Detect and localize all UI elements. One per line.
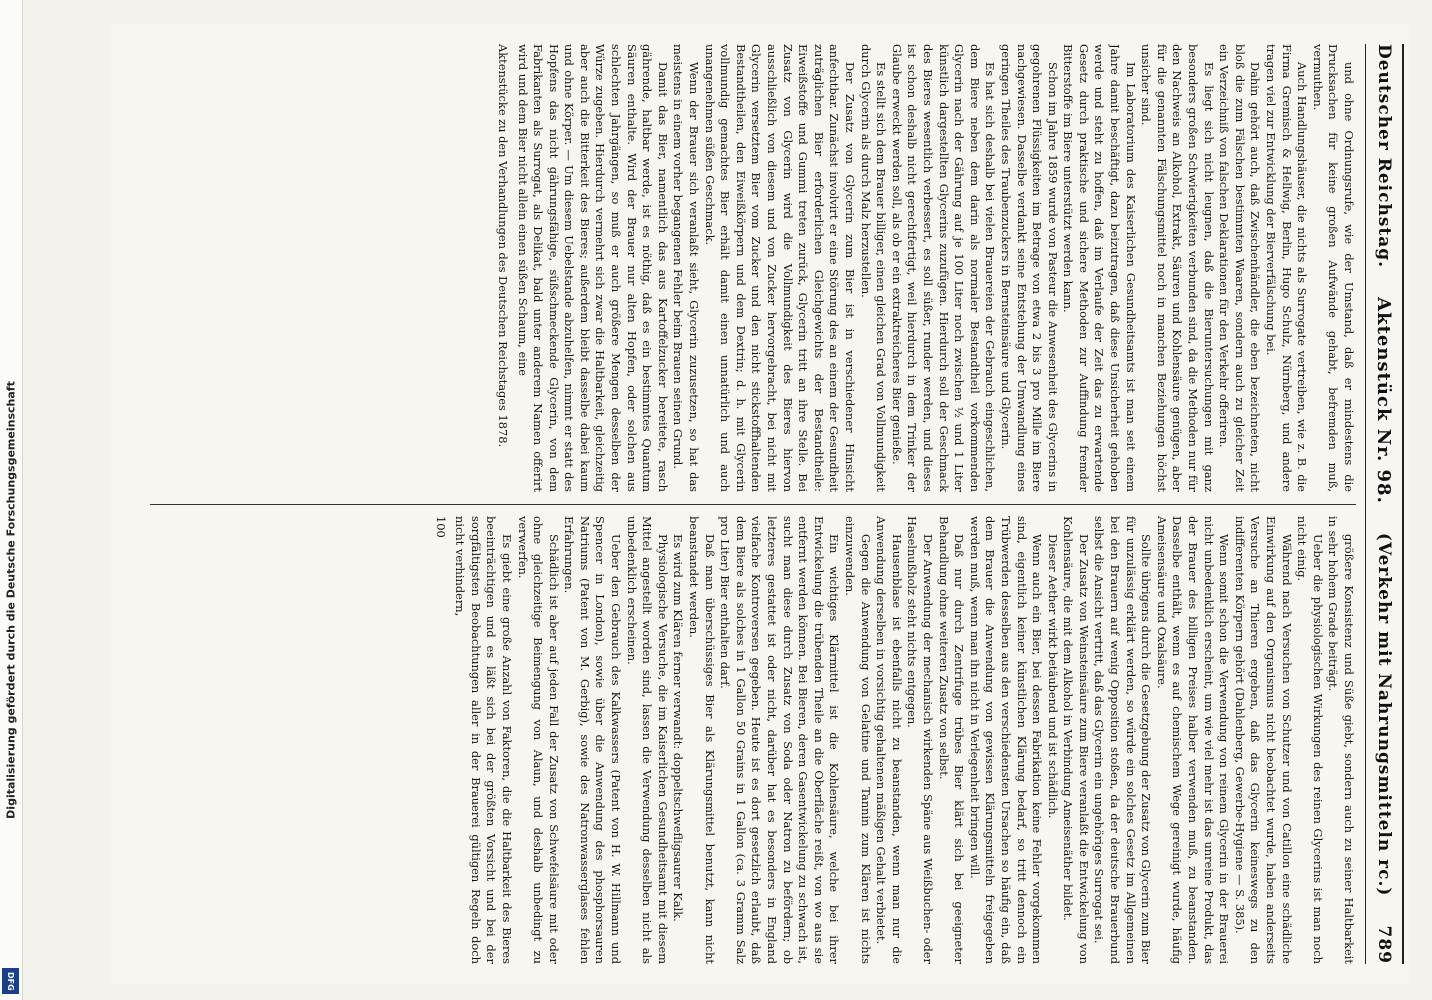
paragraph: Wenn somit schon die Verwendung von reinem Glycerin in der Brauerei nicht unbedenklich erscheint, um wie viel mehr ist das unreine Produkt, das der Brauer des billigen Preises halber verwenden muß, zu beanstanden. Dasselbe enthält, wenn es auf chemischem Wege gereinigt wurde, häufig Ameisensäure und Oxalsäure. (1154, 516, 1232, 964)
paragraph: Damit das Bier, namentlich das aus Kartoffelzucker bereitete, rasch gährende, haltbar werde, ist es nöthig, daß es ein bestimmtes Quantum Säuren enthalte. Wird der Brauer nur alten Hopfen, oder solchen aus schlechten Jahrgängen, so muß er auch größere Mengen desselben der Würze zugeben. Hierdurch vermehrt sich zwar die Haltbarkeit, gleichzeitig aber auch die Bitterkeit des Bieres; außerdem bleibt dasselbe dabei kaum und ohne Körper. — Um diesem Uebelstande abzuhelfen, nimmt er statt des Hopfens das nicht gährungsfähige, süßschmeckende Glycerin, von dem Fabrikanten als Surrogat, als Delikat, bald unter anderem Namen offerirt wird und dem Bier nicht allein einen süßen Schaum, eine (515, 44, 670, 492)
top-rule (1402, 44, 1404, 964)
paragraph: Ueber die physiologischen Wirkungen des reinen Glycerins ist man noch nicht einig. (1295, 516, 1325, 964)
paragraph: Dieser Aether wirkt betäubend und ist schädlich. (1045, 534, 1060, 819)
newspaper-page (110, 24, 1410, 984)
dfg-logo-icon: DFG (2, 968, 19, 994)
paragraph: Wenn der Brauer sich veranlaßt sieht, Glycerin zuzusetzen, so hat das meistens in einem vorher begangenen Fehler beim Brauen seinen Grund. (671, 44, 702, 492)
paragraph: größere Konsistenz und Süße giebt, sondern auch zu seiner Haltbarkeit in sehr hohem Grade beiträgt. (1326, 516, 1356, 964)
paragraph: Physiologische Versuche, die im Kaiserlichen Gesundheitsamt mit diesem Mittel angestellt worden sind, lassen die Verwendung desselben nicht als unbedenklich erscheinen. (624, 516, 670, 964)
page-header (1368, 44, 1400, 964)
paragraph: Dahin gehört auch, daß Zwischenhändler, die eben bezeichneten, nicht bloß die zum Fälschen bestimmten Waaren, sondern auch zu gleicher Zeit ein Verzeichniß von falschen Deklarationen für den Verkehr offeriren. (1217, 44, 1263, 492)
paragraph: Daß man überschüssiges Bier als Klärungsmittel benutzt, kann nicht beanstandet werden. (687, 516, 717, 964)
paragraph: Auch Handlungshäuser, die nichts als Surrogate vertreiben, wie z. B. die Firma Gremisch & Hellwig, Berlin, Hugo Schulz, Nürnberg, und andere tragen viel zur Entwicklung der Bierverfälschung bei. (1264, 44, 1310, 492)
paragraph: Schon im Jahre 1859 wurde von Pasteur die Anwesenheit des Glycerins in gegohrenen Flüssigkeiten im Betrage von etwa 2 bis 3 pro Mille im Biere nachgewiesen. Dasselbe verdankt seine Entstehung der Umwandlung eines geringen Theiles des Traubenzuckers in Bernsteinsäure und Glycerin. (998, 44, 1060, 492)
paragraph: Der Zusatz von Glycerin zum Bier ist in verschiedener Hinsicht anfechtbar. Zunächst involvirt er eine Störung des an einem der Gesundheit zuträglichen Bier erforderlichen Gleichgewichts der Bestandtheile: Eiweißstoffe und Gummi treten zurück, Glycerin tritt an ihre Stelle. Bei Zusatz von Glycerin wird die Vollmundigkeit des Bieres hiervon ausschließlich von diesem und von Zucker hervorgebracht, bei nicht mit Glycerin versetztem Bier vom Zucker und den nicht stickstoffhaltenden Bestandtheilen, den Eiweißkörpern und dem Dextrin; d. h. mit Glycerin vollmundig gemachtes Bier erhält damit einen unnatürlich und auch unangenehmen süßen Geschmack. (702, 44, 857, 492)
paragraph: Der Anwendung der mechanisch wirkenden Späne aus Weißbuchen- oder Haselnußholz steht nichts entgegen. (905, 516, 935, 964)
header-right: (Verkehr mit Nahrungsmitteln rc.) (1374, 532, 1394, 897)
attribution-strip (0, 0, 23, 1000)
right-footer: 100 (433, 516, 448, 538)
paragraph: Hausenblase ist ebenfalls nicht zu beanstanden, wenn man nur die Anwendung derselben in vorsichtig gehaltenen mäßigen Gehalt verbietet. (874, 516, 904, 964)
paragraph: Ein wichtiges Klärmittel ist die Kohlensäure, welche bei ihrer Entwickelung die trübenden Theile an die Oberfläche reißt, von wo aus sie entfernt werden können. Bei Bieren, deren Gasentwickelung zu schwach ist, sucht man diese durch Zusatz von Soda oder Natron zu befördern; ob letzteres gestattet ist oder nicht, darüber hat es besonders in England vielfache Kontroversen gegeben. Heute ist es dort gesetzlich erlaubt, daß dem Biere als solches in 1 Gallon 50 Grains in 1 Gallon (ca. 3 Gramm Salz pro Liter) Bier enthalten darf. (718, 516, 842, 964)
left-footer: Aktenstücke zu den Verhandlungen des Deutschen Reichstages 1878. (495, 44, 510, 448)
paragraph: Daß nur durch Zentrifuge trübes Bier klärt sich bei geeigneter Behandlung ohne weiteren Zusatz von selbst. (936, 516, 967, 964)
paragraph: Gegen die Anwendung von Gelatine und Tannin zum Klären ist nichts einzuwenden. (843, 516, 873, 964)
paragraph: Ueber den Gebrauch des Kalkwassers (Patent von H. W. Hillmann und Spencer in London), sowie über die Anwendung des phosphorsauren Natriums (Patent von M. Gerbig), sowie des Natronwasserglases fehlen Erfahrungen. (562, 516, 624, 964)
paragraph: Es giebt eine große Anzahl von Faktoren, die die Haltbarkeit des Bieres beeinträchtigen und es läßt sich bei der größten Vorsicht und bei der sorgfältigsten Beobachtungen aller in der Brauerei gültigen Regeln doch nicht verhindern, (453, 516, 514, 964)
header-rule (1365, 44, 1366, 964)
attribution-text: Digitalisierung gefördert durch die Deutsche Forschungsgemeinschaft (4, 381, 18, 819)
paragraph: und ohne Ordnungsrufe, wie der Umstand, daß er mindestens die Drucksachen für keine großen Aufwände gehabt, befremden muß, vermuthen. (1310, 44, 1356, 492)
paragraph: Während nach Versuchen von Schutzer und von Catillon eine schädliche Einwirkung auf den Organismus nicht beobachtet wurde, haben anderseits Versuche an Thieren ergeben, daß das Glycerin keineswegs zu den indifferenten Körpern gehört (Dahlenberg, Gewerbe-Hygiene — S. 385). (1232, 516, 1294, 964)
header-center: Aktenstück Nr. 98. (1373, 297, 1395, 504)
column-divider (150, 504, 1356, 505)
paragraph: Es stellt sich dem Brauer billiger, einen gleichen Grad von Vollmundigkeit durch Glycerin als durch Malz herzustellen. (858, 44, 889, 492)
paragraph: Sollte übrigens durch die Gesetzgebung der Zusatz von Glycerin zum Bier für unzulässig erklärt werden, so würde ein solches Gesetz im Allgemeinen bei den Brauern auf wenig Opposition stoßen, da der deutsche Brauerbund selbst die Ansicht vertritt, daß das Glycerin ein ungehöriges Surrogat sei. (1092, 516, 1154, 964)
page-number: 789 (1374, 925, 1394, 964)
paragraph: Der Zusatz von Weinsteinsäure zum Biere veranlaßt die Entwickelung von Kohlensäure, die mit dem Alkohol in Verbindung Ameisenäther bildet. (1061, 516, 1091, 964)
paragraph: Im Laboratorium des Kaiserlichen Gesundheitsamts ist man seit einem Jahre damit beschäftigt, dazu beizutragen, daß diese Unsicherheit gehoben werde und steht zu hoffen, daß im Verlaufe der Zeit das zu erwartende Gesetz durch praktische und sichere Methoden zur Auffindung fremder Bitterstoffe im Biere unterstützt werden kann. (1061, 44, 1138, 492)
right-column (150, 516, 1356, 964)
header-left: Deutscher Reichstag. (1374, 44, 1394, 269)
paragraph: Wenn auch ein Bier, bei dessen Fabrikation keine Fehler vorgekommen sind, eigentlich keiner künstlichen Klärung bedarf, so tritt dennoch ein Trübwerden desselben aus den verschiedensten Ursachen so häufig ein, daß dem Brauer die Anwendung von gewissen Klärungsmitteln freigegeben werden muß, wenn man ihn nicht in Verlegenheit bringen will. (967, 516, 1045, 964)
left-column (150, 44, 1356, 492)
paragraph: Es wird zum Klären ferner verwandt: doppeltschwefligsaurer Kalk. (671, 534, 686, 922)
paragraph: Es liegt sich nicht leugnen, daß die Bieruntersuchungen mit ganz besonders großen Schwierigkeiten verbunden sind, da die Methoden nur für den Nachweis an Alkohol, Extrakt, Säuren und Kohlensäure genügen, aber für die genannten Fälschungsmittel noch in manchen Beziehungen höchst unsicher sind. (1139, 44, 1216, 492)
paragraph: Schädlich ist aber auf jeden Fall der Zusatz von Schwefelsäure mit oder ohne gleichzeitige Beimengung von Alaun, und deshalb unbedingt zu verwerfen. (515, 516, 561, 964)
paragraph: Es hat sich deshalb bei vielen Brauereien der Gebrauch eingeschlichen, dem Biere neben dem darin als normaler Bestandtheil vorkommenden Glycerin nach der Gährung auf je 100 Liter noch zwischen ½ und 1 Liter künstlich dargestellten Glycerins zuzufügen. Hierdurch soll der Geschmack des Bieres wesentlich verbessert, es soll süßer, runder werden, und dieses ist schon deshalb nicht gerechtfertigt, weil hierdurch in dem Trinker der Glaube erweckt werden soll, als ob er ein extraktreicheres Bier genieße. (889, 44, 998, 492)
